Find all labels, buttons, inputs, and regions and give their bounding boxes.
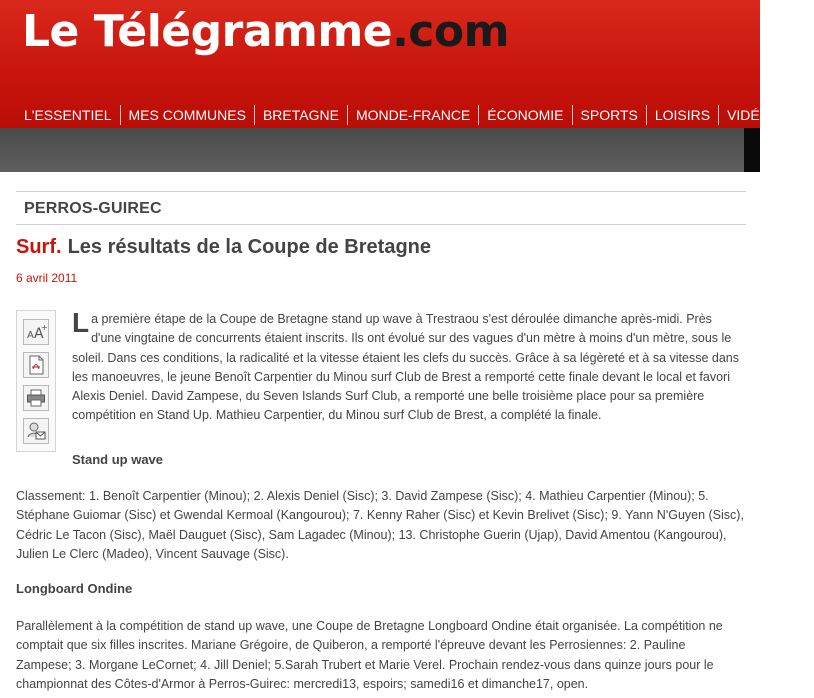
section-header — [16, 191, 746, 225]
paragraph-classement: Classement: 1. Benoît Carpentier (Minou); 2. Alexis Deniel (Sisc); 3. David Zampese (Sisc); 4. Mathieu Carpentier (Minou); 5. Stéphane Guiomar (Sisc) et Gwendal Kermoal (Kangourou); 7. Kenny Raher (Sisc) et Kevin Brelivet (Sisc); 9. Yann N'Guyen (Sisc), Cédric Le Tacon (Sisc), Maël Dauguet (Sisc), Sam Lagadec (Minou); 13. Christophe Guerin (Ujap), David Amentou (Kangourou), Julien Le Clerc (Madeo), Vincent Sauvage (Sisc). — [16, 489, 744, 561]
email-icon — [26, 421, 46, 441]
article-headline — [16, 236, 431, 259]
svg-text:A: A — [34, 326, 44, 342]
svg-text:+: + — [41, 323, 48, 332]
nav-item-videos[interactable]: VIDÉOS — [718, 105, 788, 125]
paragraph-longboard: Parallèlement à la compétition de stand up wave, une Coupe de Bretagne Longboard Ondine était organisée. La compétition ne comptait que six filles inscrites. Mariane Grégoire, de Quiberon, a remporté l'épreuve devant les Perrosiennes: 2. Pauline Zampese; 3. Morgane LeCornet; 4. Jill Deniel; 5.Sarah Trubert et Marie Verel. Prochain rendez-vous dans quinze jours pour le championnat des Côtes-d'Armor à Perros-Guirec: mercredi13, espoirs; samedi16 et dimanche17, open. — [16, 619, 723, 691]
pdf-button[interactable] — [23, 352, 49, 378]
main-nav — [16, 104, 814, 126]
subhead-stand-up-wave: Stand up wave — [72, 452, 164, 467]
article-kicker: Surf. — [16, 236, 62, 258]
subhead-longboard-ondine: Longboard Ondine — [16, 581, 133, 596]
nav-item-mes-communes[interactable]: MES COMMUNES — [120, 105, 254, 125]
email-button[interactable] — [23, 418, 49, 444]
nav-item-loisirs[interactable]: LOISIRS — [646, 105, 718, 125]
sub-nav-bar — [0, 128, 760, 172]
pdf-icon — [27, 355, 45, 375]
logo-text: Le Télégramme — [22, 6, 393, 57]
article-dropcap: L — [72, 307, 90, 338]
nav-item-sports[interactable]: SPORTS — [572, 105, 646, 125]
font-size-icon — [26, 323, 46, 341]
article-intro-text: a première étape de la Coupe de Bretagne stand up wave à Trestraou s'est déroulée dimanche après-midi. Près d'une vingtaine de concurrents étaient inscrits. Ils ont évolué sur des vagues d'un mètre à moins d'un mètre, sous le soleil. Dans ces conditions, la radicalité et la vitesse étaient les clefs du succès. Grâce à sa légèreté et à sa vitesse dans les manoeuvres, le jeune Benoît Carpentier du Minou surf Club de Brest a remporté cette finale devant le local et favori Alexis Deniel. David Zampese, du Seven Islands Surf Club, a remporté une belle troisième place pour sa première compétition en Stand Up. Mathieu Carpentier, du Minou surf Club de Brest, a complété la finale. — [72, 312, 740, 423]
site-header — [0, 0, 807, 128]
section-title: PERROS-GUIREC — [24, 200, 162, 217]
font-size-button[interactable] — [23, 319, 49, 345]
site-logo[interactable] — [22, 6, 509, 57]
svg-text:A: A — [27, 330, 34, 341]
nav-item-monde-france[interactable]: MONDE-FRANCE — [347, 105, 478, 125]
article-title: Les résultats de la Coupe de Bretagne — [67, 236, 431, 258]
sub-nav-bar-edge — [744, 128, 760, 172]
logo-dot-com: .com — [392, 6, 509, 57]
nav-item-truncated[interactable]: A — [788, 105, 814, 125]
nav-item-bretagne[interactable]: BRETAGNE — [254, 105, 347, 125]
nav-item-essentiel[interactable]: L'ESSENTIEL — [24, 107, 112, 123]
nav-item-economie[interactable]: ÉCONOMIE — [478, 105, 571, 125]
print-icon — [26, 389, 46, 407]
article-intro — [72, 307, 742, 426]
article-date: 6 avril 2011 — [16, 271, 78, 285]
print-button[interactable] — [23, 385, 49, 411]
article-tools — [16, 310, 56, 452]
